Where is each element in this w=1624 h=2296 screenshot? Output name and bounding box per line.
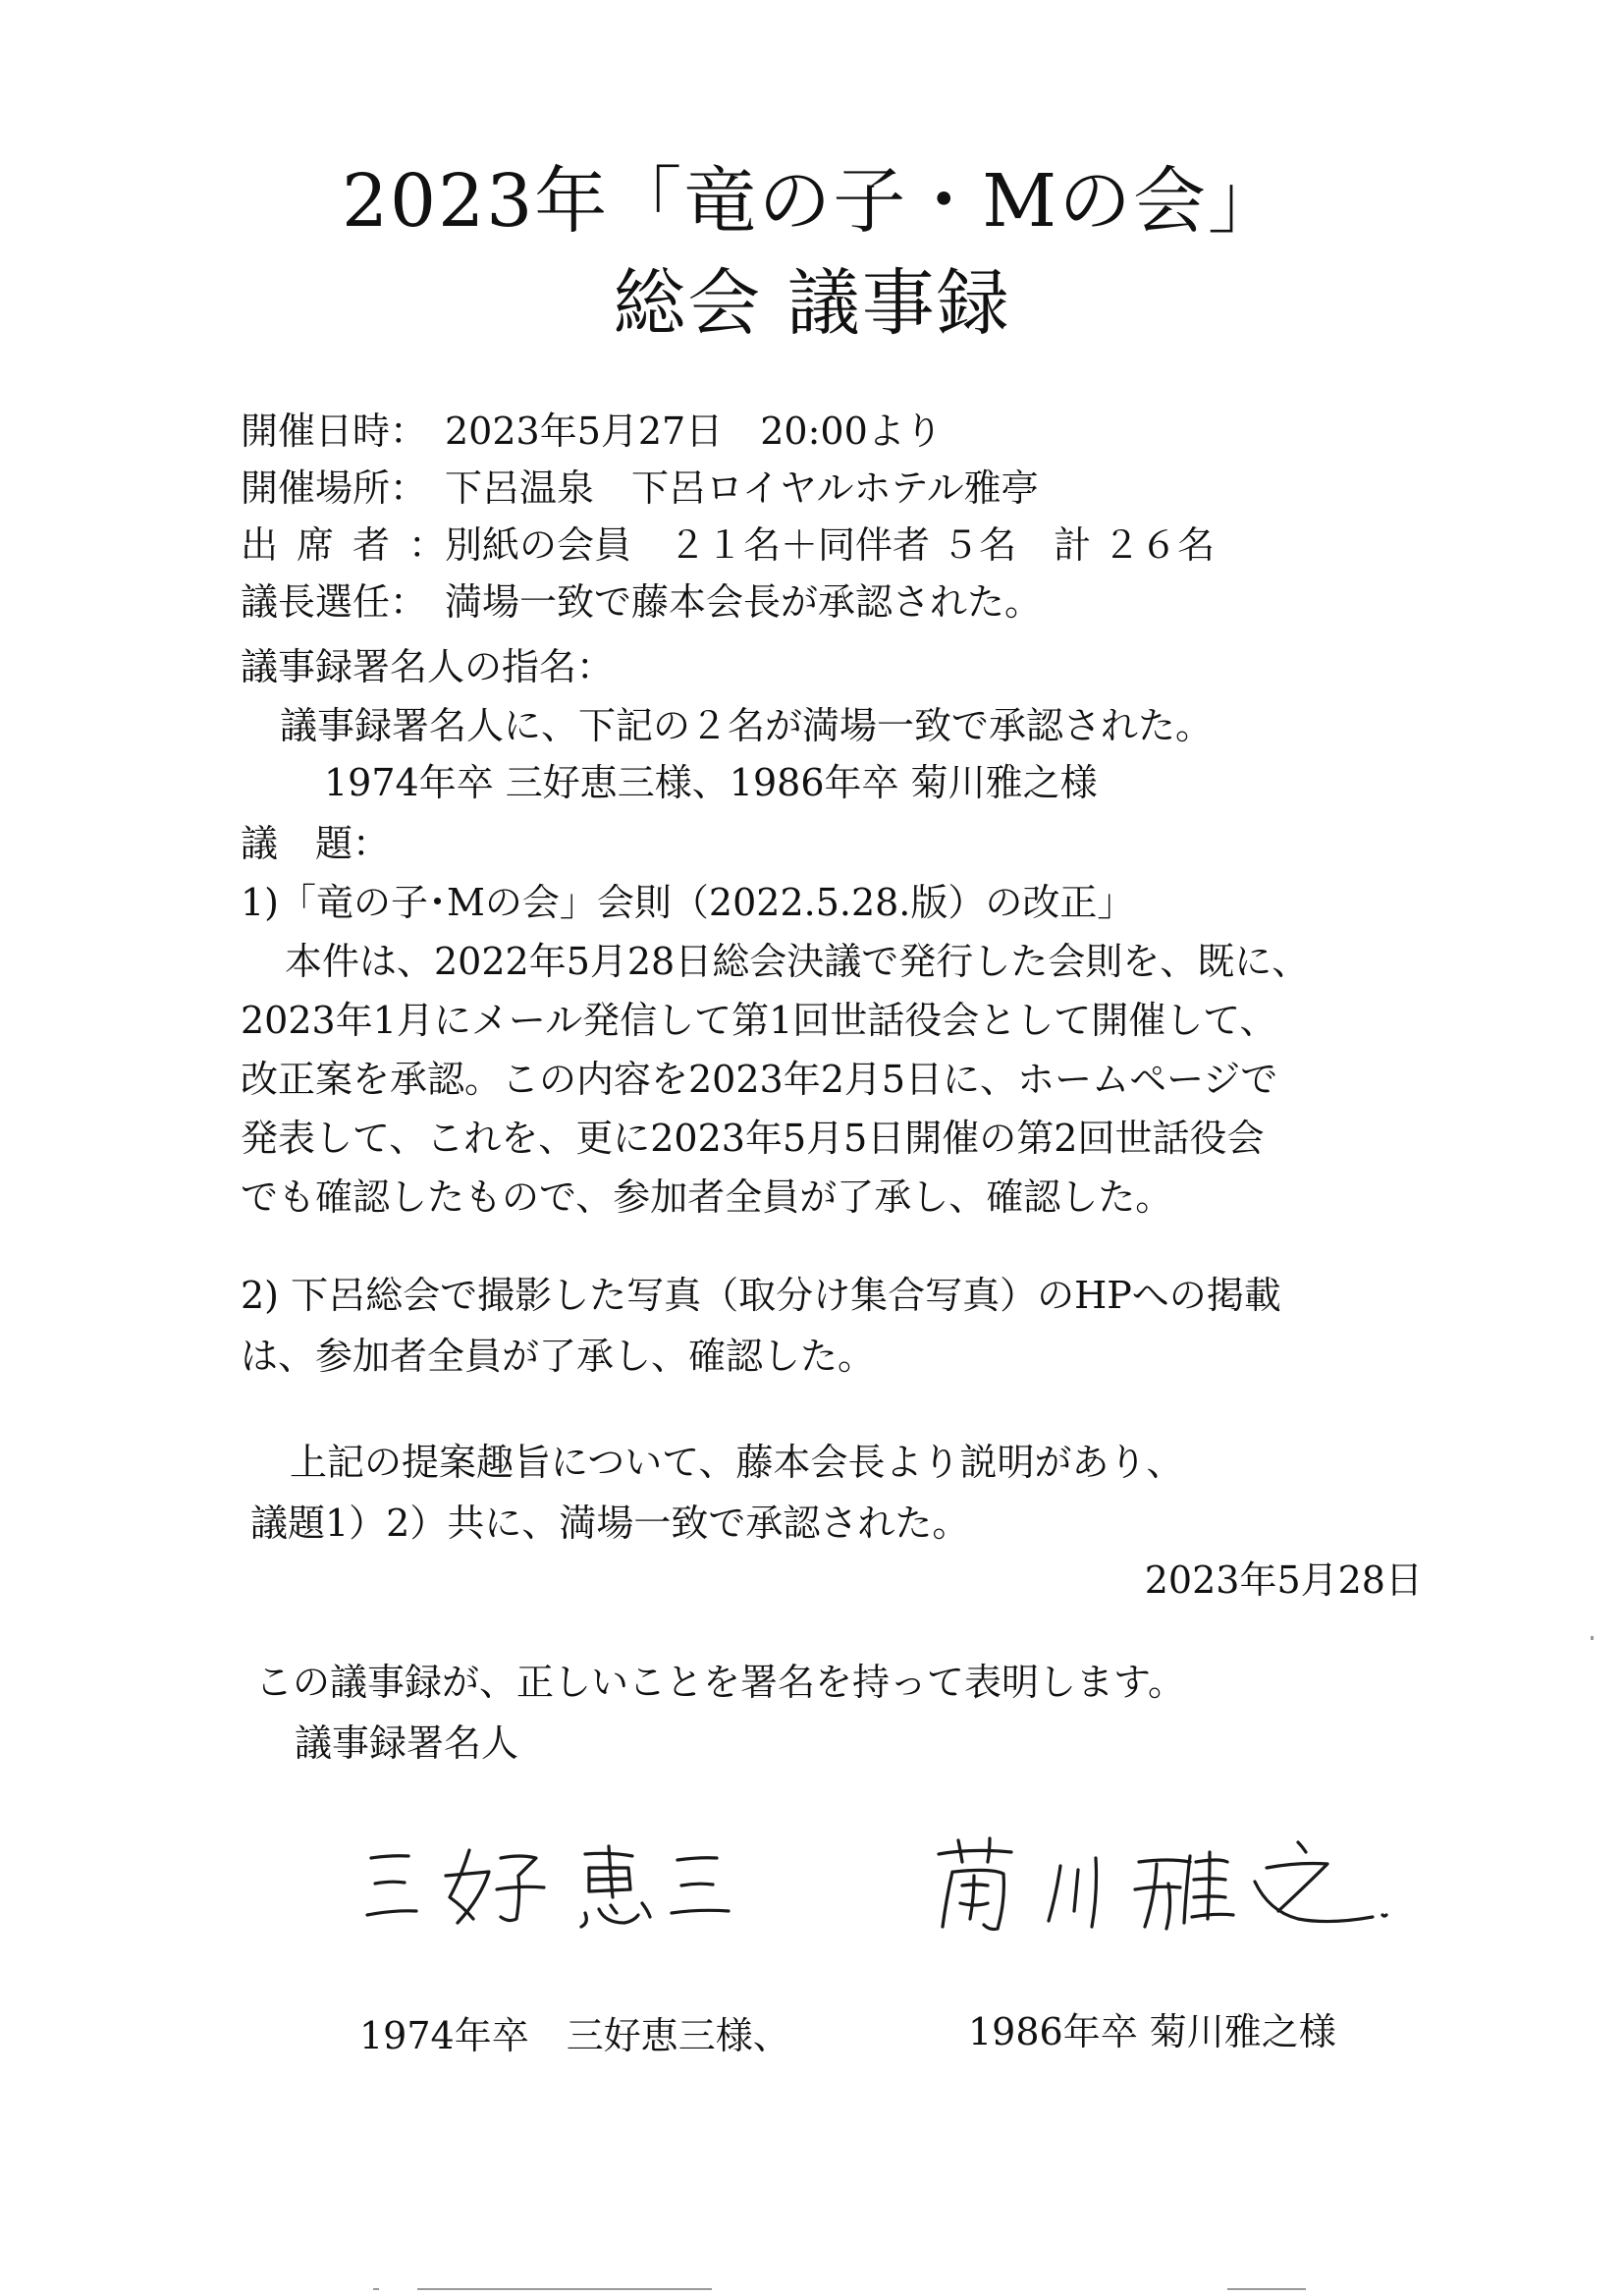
meeting-place-row <box>241 466 1039 510</box>
meeting-date-label: 開催日時： <box>241 410 428 453</box>
conclusion-line: 上記の提案趣旨について、藤本会長より説明があり、 <box>290 1441 1184 1484</box>
scan-mark <box>1227 2288 1306 2290</box>
attendees-row <box>241 523 1216 567</box>
document-title: 2023年「竜の子・Mの会」 <box>341 159 1283 244</box>
agenda-item-1-title: 1)「竜の子･Mの会」会則（2022.5.28.版）の改正」 <box>241 881 1135 924</box>
signer-2-caption: 1986年卒 菊川雅之様 <box>968 2010 1336 2053</box>
agenda-item-2-body-line: 2) 下呂総会で撮影した写真（取分け集合写真）のHPへの掲載 <box>241 1274 1281 1317</box>
document-subtitle: 総会 議事録 <box>613 261 1011 346</box>
signature-miyoshi <box>353 1829 844 1937</box>
scan-mark <box>373 2288 379 2290</box>
signer-1-caption: 1974年卒 三好恵三様、 <box>359 2014 790 2057</box>
chair-value: 満場一致で藤本会長が承認された。 <box>445 580 1043 624</box>
agenda-item-2-body-line: は、参加者全員が了承し、確認した。 <box>241 1335 876 1378</box>
conclusion-line: 議題1）2）共に、満場一致で承認された。 <box>250 1502 970 1545</box>
meeting-date-value: 2023年5月27日 20:00より <box>445 410 943 453</box>
meeting-place-value: 下呂温泉 下呂ロイヤルホテル雅亭 <box>445 466 1039 510</box>
closing-date: 2023年5月28日 <box>1144 1558 1423 1602</box>
attestation-statement: この議事録が、正しいことを署名を持って表明します。 <box>255 1661 1185 1704</box>
scan-mark <box>417 2288 712 2290</box>
agenda-item-1-body-line: でも確認したもので、参加者全員が了承し、確認した。 <box>241 1175 1173 1219</box>
signer-heading: 議事録署名人 <box>295 1722 519 1765</box>
meeting-place-label: 開催場所： <box>241 466 428 510</box>
agenda-heading: 議 題： <box>241 822 391 865</box>
agenda-item-1-body-line: 発表して、これを、更に2023年5月5日開催の第2回世話役会 <box>241 1117 1265 1160</box>
signers-heading: 議事録署名人の指名： <box>241 645 615 688</box>
agenda-item-1-body-line: 改正案を承認。この内容を2023年2月5日に、ホームページで <box>241 1058 1278 1101</box>
chair-label: 議長選任： <box>241 580 428 624</box>
signature-kikukawa <box>933 1829 1394 1937</box>
signers-text: 議事録署名人に、下記の２名が満場一致で承認された。 <box>280 704 1214 747</box>
meeting-date-row <box>241 410 943 453</box>
scan-mark <box>1591 1636 1594 1640</box>
attendees-label: 出席者： <box>241 523 465 567</box>
attendees-value: 別紙の会員 ２１名＋同伴者 ５名 計 ２６名 <box>445 523 1216 567</box>
signers-names: 1974年卒 三好恵三様、1986年卒 菊川雅之様 <box>324 761 1098 804</box>
agenda-item-1-body-line: 本件は、2022年5月28日総会決議で発行した会則を、既に、 <box>285 940 1310 983</box>
agenda-item-1-body-line: 2023年1月にメール発信して第1回世話役会として開催して、 <box>241 999 1277 1042</box>
chair-row <box>241 580 1043 624</box>
